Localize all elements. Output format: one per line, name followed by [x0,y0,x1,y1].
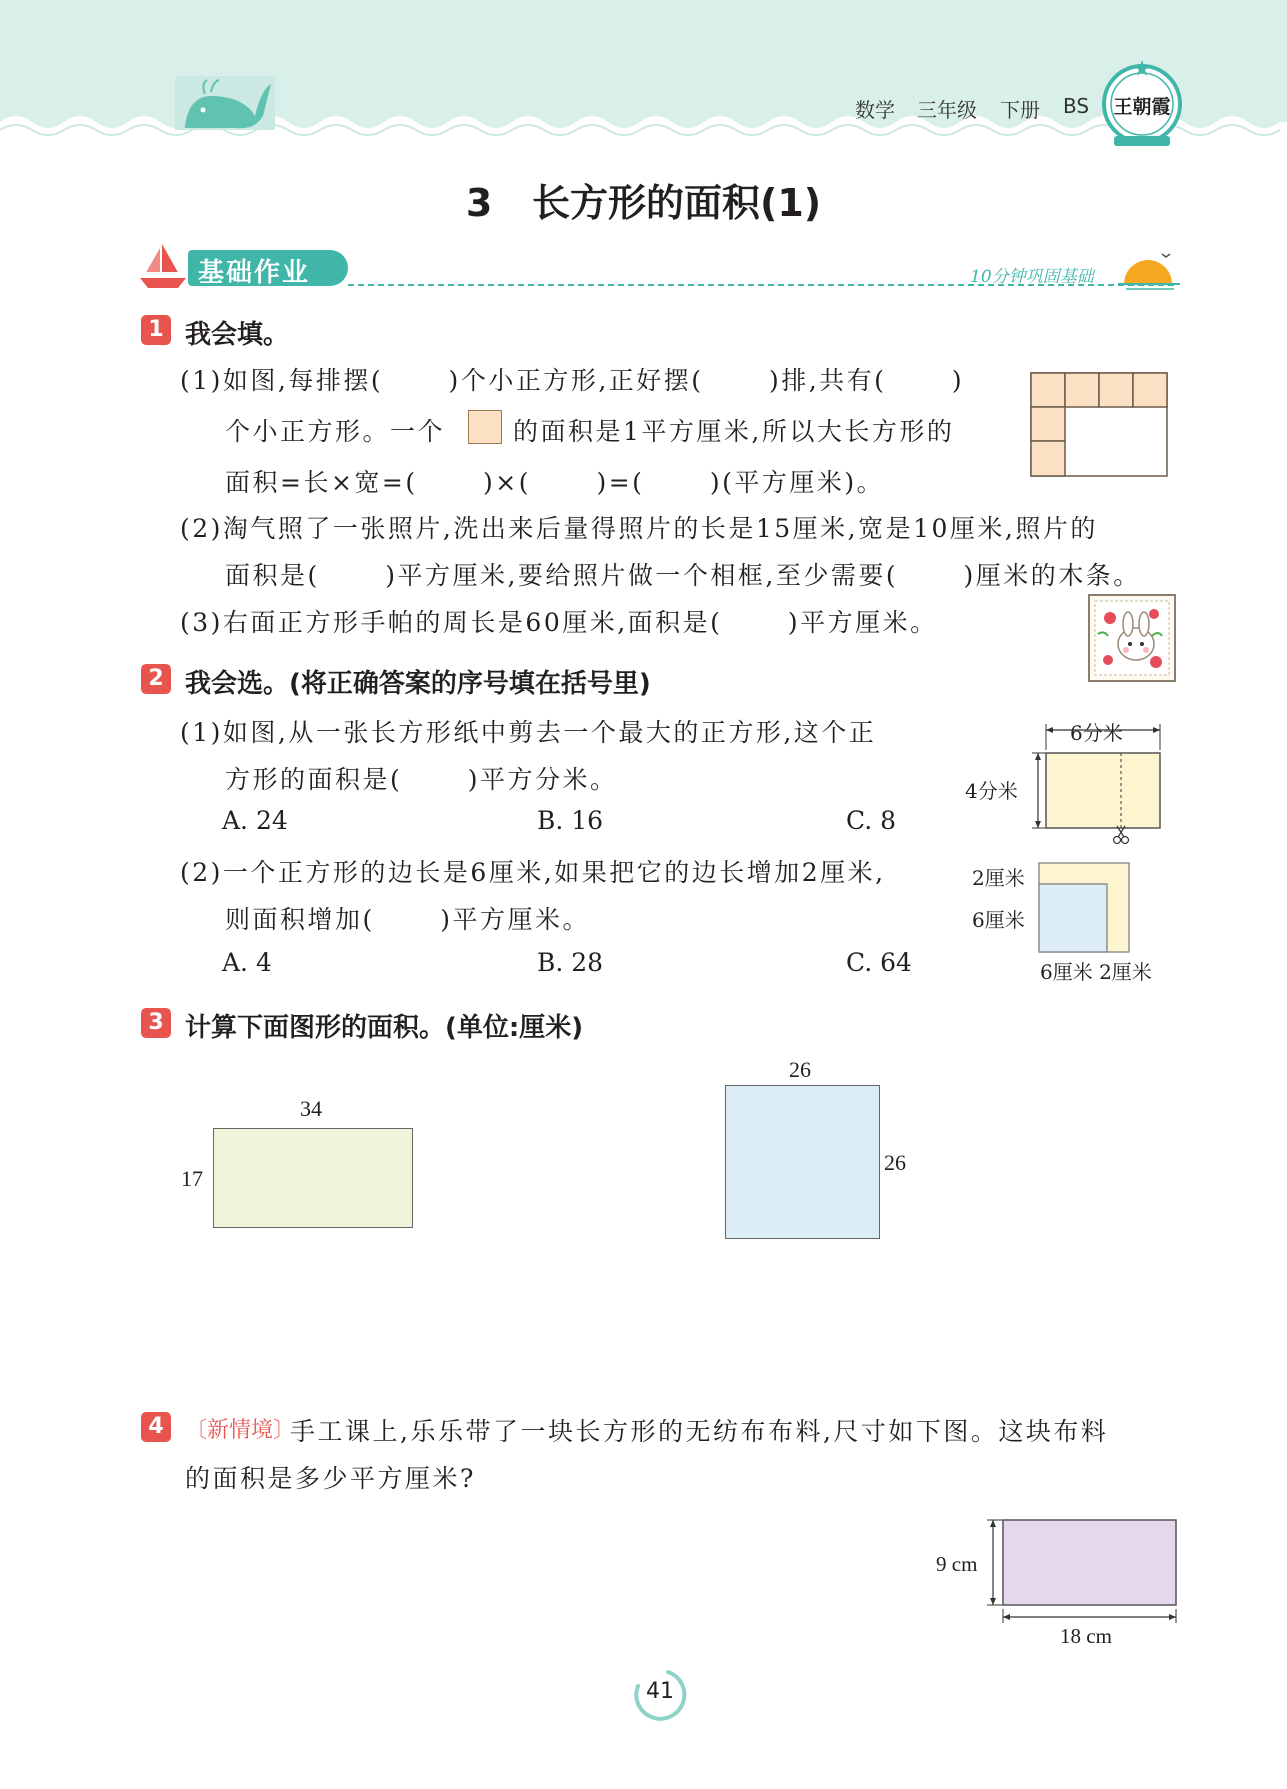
q4-number: 4 [141,1412,171,1442]
fig2-side-label: 6厘米 [972,908,1025,932]
sunrise-icon [1118,248,1180,292]
logo-text: 王朝霞 [1113,96,1171,118]
brand-logo [1100,58,1184,146]
q2-part1-line2: 方形的面积是( )平方分米。 [225,765,618,794]
q2-number: 2 [141,664,171,694]
page-title: 3 长方形的面积(1) [465,181,822,225]
sailboat-icon [140,242,186,288]
square-top-label: 26 [789,1057,811,1082]
q1-number: 1 [141,315,171,345]
q2-part1-line1: (1)如图,从一张长方形纸中剪去一个最大的正方形,这个正 [180,718,877,747]
header-edition: BS [1063,94,1090,118]
q2-part1-option-b: B. 16 [537,806,604,835]
q1-part1-line3: 面积=长×宽=( )×( )=( )(平方厘米)。 [225,468,885,497]
q2-part2-option-b: B. 28 [537,948,604,977]
q2-title: 我会选。(将正确答案的序号填在括号里) [185,669,651,699]
q2-part1-option-a: A. 24 [222,806,288,835]
q1-part2-line2: 面积是( )平方厘米,要给照片做一个相框,至少需要( )厘米的木条。 [225,561,1141,590]
header-grade: 三年级 [917,98,977,122]
header-volume: 下册 [1000,98,1040,122]
fig2-top-label: 2厘米 [972,866,1025,890]
q1-part2-line1: (2)淘气照了一张照片,洗出来后量得照片的长是15厘米,宽是10厘米,照片的 [180,514,1098,543]
fabric-figure [985,1515,1180,1630]
q1-part1-line2b: 的面积是1平方厘米,所以大长方形的 [513,417,955,446]
q2-part2-line2: 则面积增加( )平方厘米。 [225,905,590,934]
green-rectangle [213,1128,413,1228]
q1-part1-line2a: 个小正方形。一个 [225,417,446,446]
section-timer: 10分钟巩固基础 [970,267,1094,287]
square-side-label: 26 [884,1150,906,1175]
rect-width-label: 34 [300,1096,322,1121]
q4-tag: 〔新情境〕 [185,1418,296,1443]
handkerchief-image [1088,594,1176,682]
fig1-height-label: 4分米 [965,779,1018,803]
q3-number: 3 [141,1008,171,1038]
rect-height-label: 17 [181,1166,203,1191]
q4-line2: 的面积是多少平方厘米? [185,1464,476,1493]
q4-line1: 手工课上,乐乐带了一块长方形的无纺布布料,尺寸如下图。这块布料 [290,1417,1109,1446]
q1-part3-line1: (3)右面正方形手帕的周长是60厘米,面积是( )平方厘米。 [180,608,938,637]
whale-icon [175,76,275,130]
q2-part1-option-c: C. 8 [846,806,897,835]
fig2-bottom-label: 6厘米 2厘米 [1040,960,1152,984]
q2-part2-option-a: A. 4 [222,948,272,977]
q2-part2-line1: (2)一个正方形的边长是6厘米,如果把它的边长增加2厘米, [180,858,886,887]
q2-part2-option-c: C. 64 [846,948,912,977]
blue-square [725,1085,880,1239]
fabric-height-label: 9 cm [936,1552,978,1576]
unit-square-tile [468,410,502,444]
enlarged-square-figure [1038,862,1133,954]
fabric-width-label: 18 cm [1060,1624,1112,1648]
q1-part1-line1: (1)如图,每排摆( )个小正方形,正好摆( )排,共有( ) [180,366,965,395]
q3-title: 计算下面图形的面积。(单位:厘米) [185,1013,584,1043]
section-label: 基础作业 [198,258,311,288]
page-number: 41 [646,1679,674,1704]
fig1-width-label: 6分米 [1070,721,1123,745]
header-subject: 数学 [855,98,895,122]
q1-title: 我会填。 [185,320,290,350]
tiled-rectangle-figure [1030,372,1170,478]
